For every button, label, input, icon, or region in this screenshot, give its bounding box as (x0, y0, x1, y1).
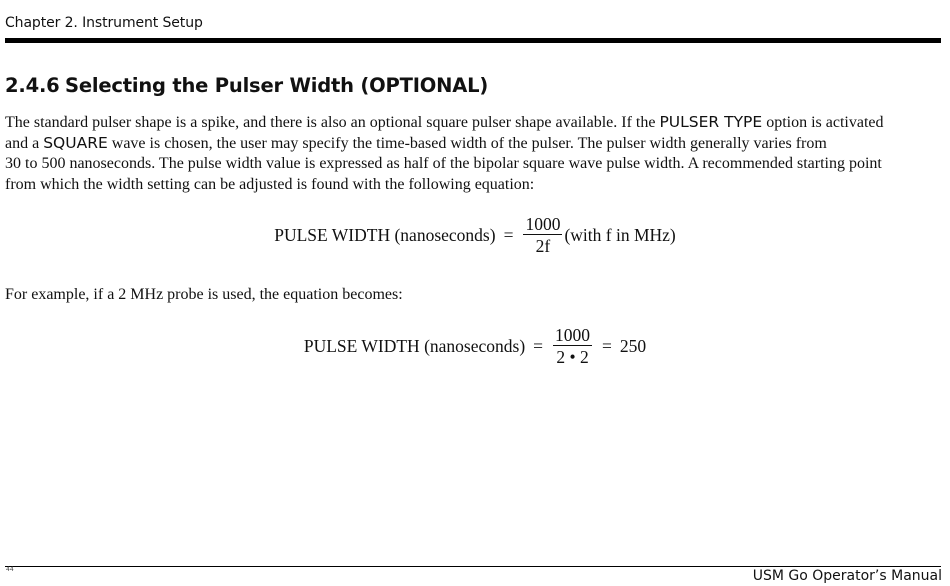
paragraph-line-3: 30 to 500 nanoseconds. The pulse width value is expressed as half of the bipolar square wave pulse width. A recommended starting point (5, 155, 882, 173)
paragraph-line-1 (5, 112, 940, 133)
denominator: 2 • 2 (556, 347, 589, 367)
body-paragraph (5, 112, 940, 195)
equals-sign: = (533, 336, 544, 356)
equation-note: (with f in MHz) (564, 225, 676, 245)
equation-lhs: PULSE WIDTH (nanoseconds) (274, 225, 496, 245)
paragraph-line-2 (5, 133, 940, 154)
manual-title: USM Go Operator’s Manual (752, 568, 942, 584)
numerator: 1000 (525, 214, 561, 234)
section-number: 2.4.6 (5, 74, 60, 97)
numerator: 1000 (555, 325, 591, 345)
pulser-type-keyword: PULSER TYPE (659, 113, 763, 131)
example-equation (0, 325, 950, 368)
header-rule (5, 38, 941, 43)
square-keyword: SQUARE (43, 134, 108, 153)
running-header: Chapter 2. Instrument Setup (5, 15, 203, 31)
section-title: Selecting the Pulser Width (OPTIONAL) (65, 74, 489, 97)
text-run: wave is chosen, the user may specify the time-based width of the pulser. The pulser width generally varies from (107, 135, 827, 153)
example-text: For example, if a 2 MHz probe is used, the equation becomes: (5, 286, 403, 303)
equals-sign: = (602, 336, 612, 356)
text-run: and a (5, 135, 44, 153)
fraction (553, 325, 592, 368)
section-heading (5, 74, 488, 97)
text-run: The standard pulser shape is a spike, and there is also an optional square pulser shape available. If the (5, 114, 660, 131)
pulse-width-equation (0, 214, 950, 257)
equals-sign: = (503, 225, 514, 245)
fraction (523, 214, 562, 257)
text-run: option is activated (762, 114, 884, 131)
denominator: 2f (535, 236, 551, 256)
equation-result: 250 (619, 336, 647, 356)
paragraph-line-4: from which the width setting can be adjusted is found with the following equation: (5, 175, 535, 193)
page-number: 44 (6, 566, 14, 573)
equation-lhs: PULSE WIDTH (nanoseconds) (303, 336, 526, 356)
footer-rule (5, 566, 941, 567)
